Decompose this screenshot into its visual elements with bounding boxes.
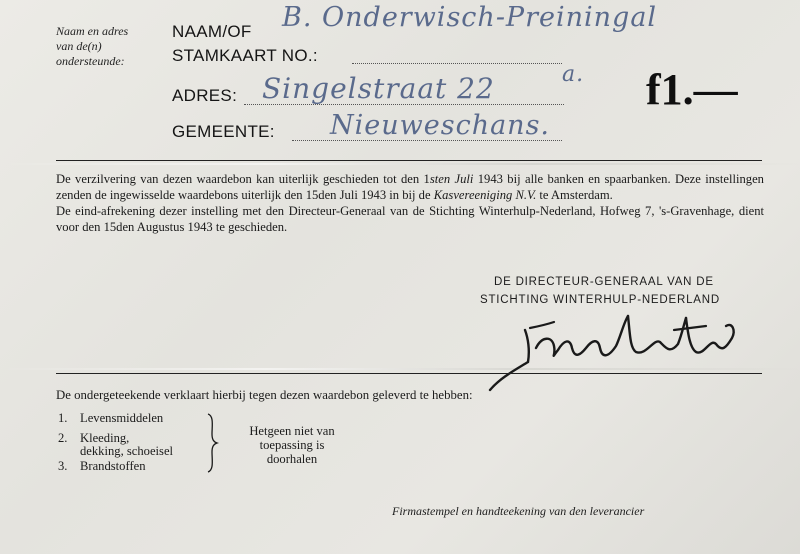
item-number: 1.	[58, 411, 68, 425]
terms-text-part: De verzilvering van dezen waardebon kan uiterlijk geschieden tot den 1	[56, 172, 430, 186]
supplier-signature-caption: Firmastempel en handteekening van den leverancier	[392, 504, 645, 518]
voucher-amount: f1.—	[646, 65, 738, 114]
handwritten-name: B. Onderwisch-Preiningal	[282, 2, 658, 33]
terms-organisation-emphasis: Kasvereeniging N.V.	[433, 188, 537, 202]
signatory-line-1: DE DIRECTEUR-GENERAAL VAN DE	[494, 276, 714, 288]
list-item-label: Kleeding,	[80, 431, 130, 445]
list-item-label: dekking, schoeisel	[80, 444, 174, 458]
note-line: Hetgeen niet van	[249, 424, 335, 438]
terms-text	[56, 171, 764, 235]
terms-paragraph-1	[56, 171, 764, 203]
gemeente-label: GEMEENTE:	[172, 122, 275, 141]
list-item-label: Levensmiddelen	[80, 411, 164, 425]
side-caption	[56, 24, 128, 69]
curly-brace-icon	[204, 412, 220, 474]
note-line: doorhalen	[266, 452, 318, 466]
handwritten-address-suffix: a.	[562, 62, 585, 87]
paper-fold	[0, 163, 800, 165]
stamkaart-dotted-line	[352, 63, 562, 64]
middle-divider	[56, 373, 762, 374]
terms-text-part: 1943 bij alle banken en spaarbanken. Deze instellingen zenden de ingewisselde waardebons uiterlijk den 15den Juli 1943 in bij de	[56, 172, 764, 202]
list-item	[58, 459, 67, 473]
strikethrough-note	[224, 424, 360, 466]
side-caption-line: Naam en adres	[56, 24, 129, 38]
item-number: 2.	[58, 431, 68, 445]
handwritten-address: Singelstraat 22	[262, 72, 495, 105]
adres-label: ADRES:	[172, 86, 238, 105]
side-caption-line: ondersteunde:	[56, 54, 125, 68]
list-item	[58, 411, 67, 425]
top-divider	[56, 160, 762, 161]
terms-text-part: te Amsterdam.	[536, 188, 613, 202]
naam-label: NAAM/OF	[172, 22, 252, 41]
signatory-line-2: STICHTING WINTERHULP-NEDERLAND	[480, 294, 720, 306]
terms-paragraph-2: De eind-afrekening dezer instelling met den Directeur-Generaal van de Stichting Winterhulp-Nederland, Hofweg 7, 's-Gravenhage, dient voor den 15den Augustus 1943 te geschieden.	[56, 204, 764, 234]
side-caption-line: van de(n)	[56, 39, 102, 53]
stamkaart-label: STAMKAART NO.:	[172, 46, 318, 65]
list-item	[58, 431, 67, 445]
terms-date-emphasis: sten Juli	[429, 172, 474, 186]
note-line: toepassing is	[259, 438, 325, 452]
director-signature	[470, 308, 760, 398]
list-item-label: Brandstoffen	[80, 459, 146, 473]
declaration-text: De ondergeteekende verklaart hierbij tegen dezen waardebon geleverd te hebben:	[56, 388, 473, 402]
handwritten-municipality: Nieuweschans.	[330, 110, 551, 141]
item-number: 3.	[58, 459, 68, 473]
